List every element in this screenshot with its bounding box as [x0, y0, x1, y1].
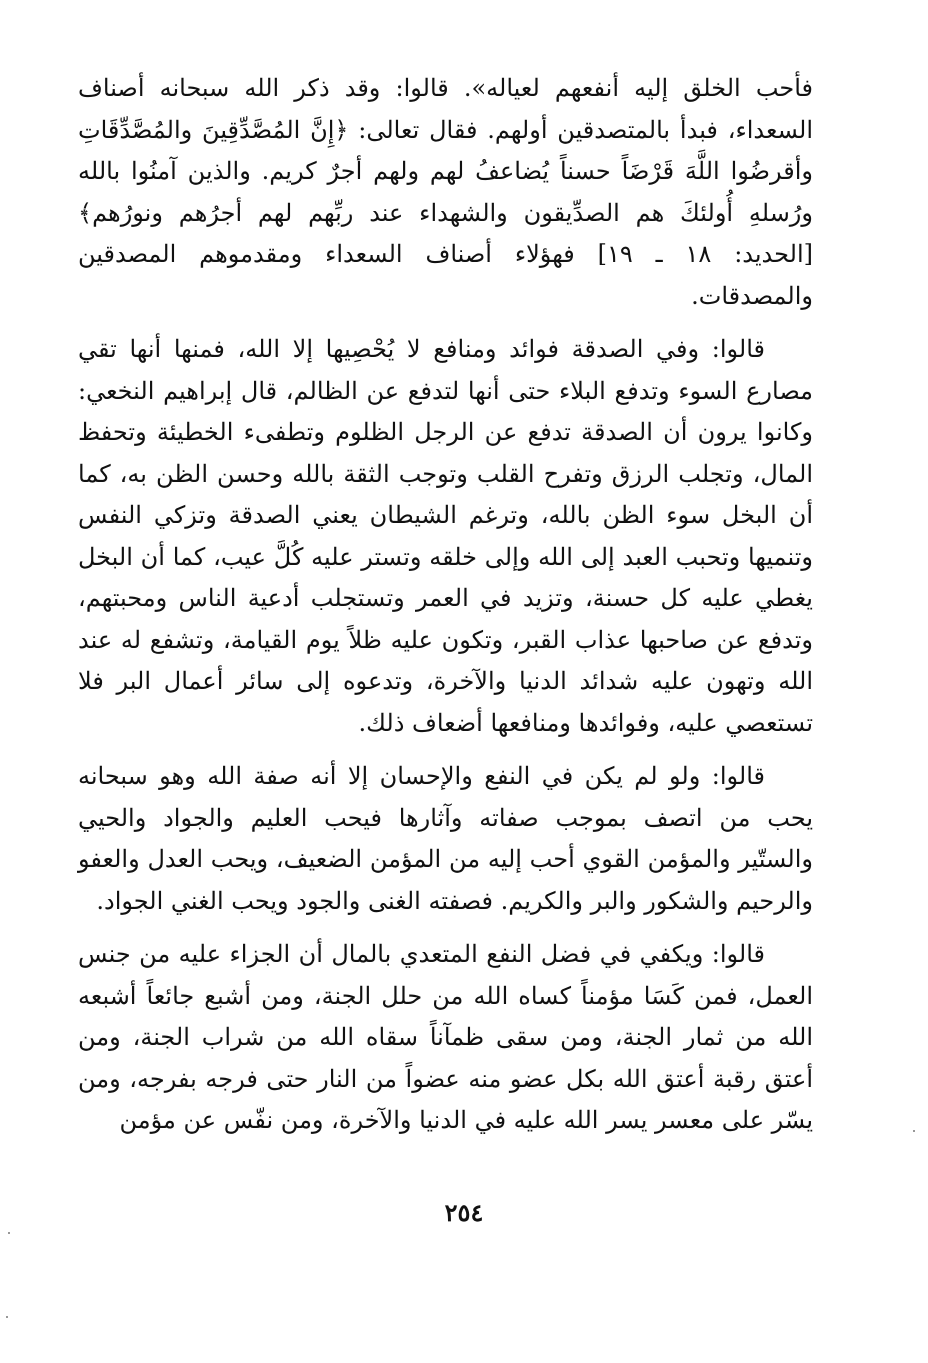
page-body — [78, 68, 813, 1298]
page-number: ٢٥٤ — [444, 1198, 484, 1227]
paragraph-3: قالوا: ولو لم يكن في النفع والإحسان إلا أنه صفة الله وهو سبحانه يحب من اتصف بموجب صفاته وآثارها فيحب العليم والجواد والحيي والستّير والمؤمن القوي أحب إليه من المؤمن الضعيف، ويحب العدل والعفو والرحيم والشكور والبر والكريم. فصفته الغنى والجود ويحب الغني الجواد. — [78, 762, 813, 915]
scan-speck — [8, 1232, 10, 1234]
scan-speck — [913, 1130, 915, 1132]
paragraph-4: قالوا: ويكفي في فضل النفع المتعدي بالمال أن الجزاء عليه من جنس العمل، فمن كَسَا مؤمناً كساه الله من حلل الجنة، ومن أشبع جائعاً أشبعه الله من ثمار الجنة، ومن سقى ظمآناً سقاه الله من شراب الجنة، ومن أعتق رقبة أعتق الله بكل عضو منه عضواً من النار حتى فرجه بفرجه، ومن يسّر على معسر يسر الله عليه في الدنيا والآخرة، ومن نفّس عن مؤمن — [78, 940, 813, 1134]
paragraph-1: فأحب الخلق إليه أنفعهم لعياله». قالوا: وقد ذكر الله سبحانه أصناف السعداء، فبدأ بالمتصدقين أولهم. فقال تعالى: ﴿إِنَّ المُصَّدِّقِينَ والمُصَّدِّقَاتِ وأقرضُوا اللَّهَ قَرْضَاً حسناً يُضاعفُ لهم ولهم أجرٌ كريم. والذين آمنُوا بالله ورُسلهِ أُولئكَ هم الصدِّيقون والشهداء عند ربِّهم لهم أجرُهم ونورُهم﴾ [الحديد: ١٨ ـ ١٩] فهؤلاء أصناف السعداء ومقدموهم المصدقين والمصدقات. — [78, 74, 813, 310]
paragraph-2: قالوا: وفي الصدقة فوائد ومنافع لا يُحْصِيها إلا الله، فمنها أنها تقي مصارع السوء وتدفع البلاء حتى أنها لتدفع عن الظالم، قال إبراهيم النخعي: وكانوا يرون أن الصدقة تدفع عن الرجل الظلوم وتطفىء الخطيئة وتحفظ المال، وتجلب الرزق وتفرح القلب وتوجب الثقة بالله وحسن الظن به، كما أن البخل سوء الظن بالله، وترغم الشيطان يعني الصدقة وتزكي النفس وتنميها وتحبب العبد إلى الله وإلى خلقه وتستر عليه كُلَّ عيب، كما أن البخل يغطي عليه كل حسنة، وتزيد في العمر وتستجلب أدعية الناس ومحبتهم، وتدفع عن صاحبها عذاب القبر، وتكون عليه ظلاً يوم القيامة، وتشفع له عند الله وتهون عليه شدائد الدنيا والآخرة، وتدعوه إلى سائر أعمال البر فلا تستعصي عليه، وفوائدها ومنافعها أضعاف ذلك. — [78, 335, 813, 737]
scan-speck — [6, 1316, 8, 1318]
